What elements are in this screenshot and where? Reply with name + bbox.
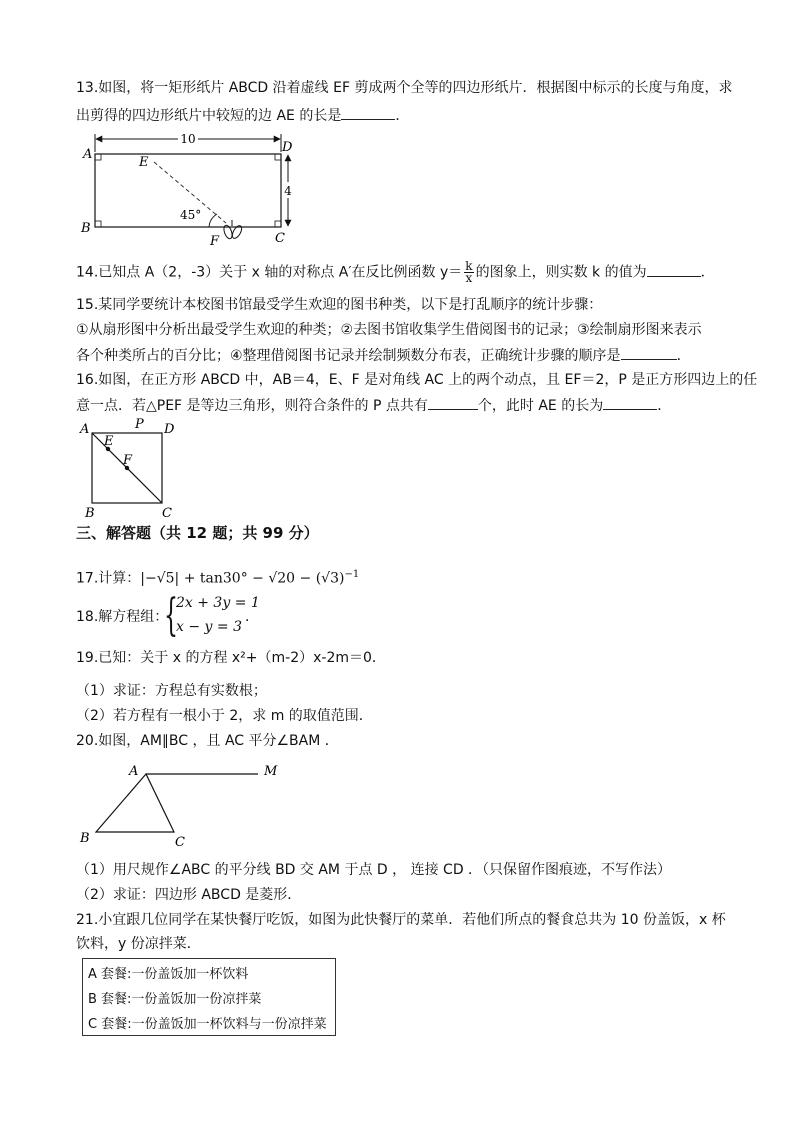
q20-label-A: A xyxy=(129,764,139,779)
q16-label-P: P xyxy=(135,418,144,432)
q16-figure xyxy=(76,418,186,520)
q13-text-line2 xyxy=(76,105,409,126)
q15-text-line1: 15.某同学要统计本校图书馆最受学生欢迎的图书种类，以下是打乱顺序的统计步骤： xyxy=(76,297,603,313)
q15-text-line3a: 各个种类所占的百分比；④整理借阅图书记录并绘制频数分布表，正确统计步骤的顺序是 xyxy=(76,348,621,364)
q13-label-E: E xyxy=(139,155,149,170)
q18-eq2: x − y = 3 xyxy=(176,619,242,635)
q15-answer-blank[interactable] xyxy=(621,345,677,360)
q15-text-line3b: ． xyxy=(676,348,691,364)
q13-text-line1: 13.如图，将一矩形纸片 ABCD 沿着虚线 EF 剪成两个全等的四边形纸片．根据图中标示的长度与角度，求 xyxy=(76,80,733,96)
q14-frac-num: k xyxy=(465,259,473,273)
q16-text-line2a: 意一点．若△PEF 是等边三角形，则符合条件的 P 点共有 xyxy=(76,398,428,414)
q20-text-line1: 20.如图，AM∥BC ，且 AC 平分∠BAM ． xyxy=(76,733,339,749)
q19-sub2: （2）若方程有一根小于 2，求 m 的取值范围． xyxy=(76,708,373,724)
q13-figure xyxy=(76,128,316,250)
q18-label: 18.解方程组： xyxy=(76,609,169,625)
q21-menu-item-b: B 套餐:一份盖饭加一份凉拌菜 xyxy=(88,992,262,1007)
q16-label-B: B xyxy=(85,506,95,520)
q14-frac-den: x xyxy=(465,271,473,285)
q14-fraction xyxy=(464,261,473,284)
q20-sub2: （2）求证：四边形 ABCD 是菱形． xyxy=(76,887,302,903)
q16-text-line2 xyxy=(76,395,671,416)
q18-end: ． xyxy=(245,609,259,625)
q13-label-D: D xyxy=(282,140,293,155)
section3-title: 三、解答题（共 12 题；共 99 分） xyxy=(76,524,319,542)
q16-label-E: E xyxy=(104,434,114,449)
q20-label-M: M xyxy=(264,764,278,779)
q14-end: ． xyxy=(700,264,715,281)
q17-text xyxy=(76,565,359,589)
q16-label-A: A xyxy=(80,422,90,437)
q21-menu-item-c: C 套餐:一份盖饭加一杯饮料与一份凉拌菜 xyxy=(88,1017,327,1032)
q13-label-C: C xyxy=(275,231,285,246)
q13-len-right: 4 xyxy=(284,184,292,198)
q16-count-blank[interactable] xyxy=(428,395,478,410)
q17-label: 17.计算： xyxy=(76,570,141,587)
q13-len-top: 10 xyxy=(180,132,196,146)
q16-label-D: D xyxy=(164,422,175,437)
q17-expression: |−√5| + tan30° − √20 − (√3) xyxy=(140,570,345,587)
q13-angle-label: 45° xyxy=(180,208,202,222)
q18-brace: { xyxy=(164,590,178,641)
q19-text-line1: 19.已知：关于 x 的方程 x²+（m-2）x-2m＝0． xyxy=(76,650,386,666)
q21-menu-box xyxy=(82,958,336,1036)
q16-label-C: C xyxy=(162,506,172,520)
q16-ae-blank[interactable] xyxy=(603,395,657,410)
q13-label-A: A xyxy=(83,147,93,162)
q21-text-line2: 饮料，y 份凉拌菜． xyxy=(76,936,201,952)
q15-text-line3 xyxy=(76,345,691,366)
q20-triangle-abc xyxy=(96,774,174,832)
q14-answer-blank[interactable] xyxy=(647,262,701,277)
q20-figure xyxy=(76,760,286,852)
q17-exponent: −1 xyxy=(344,569,360,580)
q18-eq1: 2x + 3y = 1 xyxy=(176,595,260,611)
q16-text-line2c: ． xyxy=(657,398,672,414)
q14-part1: 14.已知点 A（2，-3）关于 x 轴的对称点 A′在反比例函数 y＝ xyxy=(76,264,463,281)
q13-text-line2a: 出剪得的四边形纸片中较短的边 AE 的长是 xyxy=(76,108,342,124)
q20-sub1: （1）用尺规作∠ABC 的平分线 BD 交 AM 于点 D ， 连接 CD ．（只保留作图痕迹，不写作法） xyxy=(76,862,672,878)
q13-label-B: B xyxy=(81,221,91,236)
q15-text-line2: ①从扇形图中分析出最受学生欢迎的种类；②去图书馆收集学生借阅图书的记录；③绘制扇形图来表示 xyxy=(76,322,702,338)
q19-sub1: （1）求证：方程总有实数根； xyxy=(76,683,267,699)
q20-label-C: C xyxy=(175,835,185,850)
q13-label-F: F xyxy=(210,234,220,249)
q14-part2: 的图象上，则实数 k 的值为 xyxy=(475,264,647,281)
q14-text xyxy=(76,261,715,284)
q16-text-line2b: 个，此时 AE 的长为 xyxy=(477,398,604,414)
q13-answer-blank[interactable] xyxy=(341,105,395,120)
q21-text-line1: 21.小宜跟几位同学在某快餐厅吃饭，如图为此快餐厅的菜单．若他们所点的餐食总共为 10 份盖饭，x 杯 xyxy=(76,912,726,928)
q16-text-line1: 16.如图，在正方形 ABCD 中，AB＝4，E、F 是对角线 AC 上的两个动点，且 EF＝2，P 是正方形四边上的任 xyxy=(76,372,758,388)
q16-label-F: F xyxy=(123,453,133,468)
q21-menu-item-a: A 套餐:一份盖饭加一杯饮料 xyxy=(88,967,249,982)
q20-label-B: B xyxy=(80,831,90,846)
q13-text-line2b: ． xyxy=(395,108,410,124)
